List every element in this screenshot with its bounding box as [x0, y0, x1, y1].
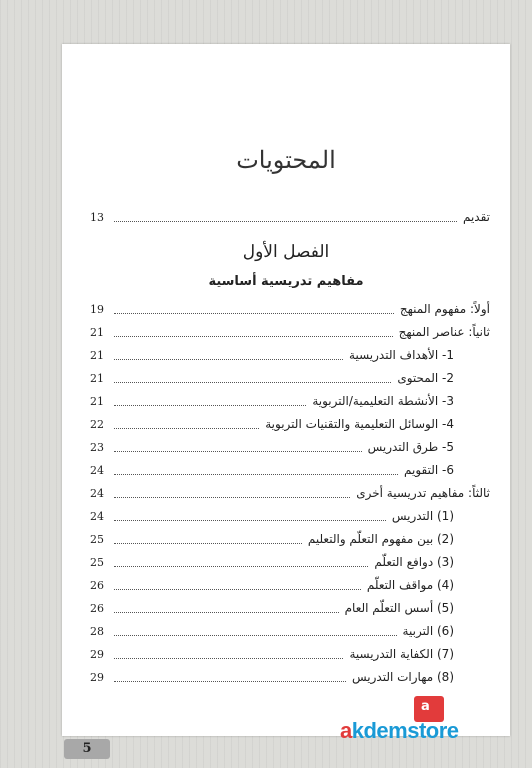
brand-logo	[340, 696, 516, 746]
toc-entry-page: 26	[90, 601, 104, 615]
toc-entry-label: تقديم	[462, 210, 490, 224]
toc-entry[interactable]	[90, 530, 454, 548]
toc-entry[interactable]	[90, 323, 490, 341]
dot-leader	[114, 657, 343, 659]
dot-leader	[114, 473, 398, 475]
toc-entry[interactable]	[90, 599, 454, 617]
dot-leader	[114, 634, 397, 636]
brand-name	[340, 718, 459, 744]
toc-entry-label: أولاً: مفهوم المنهج	[399, 302, 490, 316]
toc-entry-label: (7) الكفاية التدريسية	[349, 647, 454, 661]
dot-leader	[114, 450, 362, 452]
book-page	[62, 44, 510, 736]
toc-entry[interactable]	[90, 392, 454, 410]
toc-entry-label: 2- المحتوى	[397, 371, 454, 385]
toc-entry-label: ثانياً: عناصر المنهج	[398, 325, 490, 339]
toc-entry-page: 24	[90, 463, 104, 477]
toc-entry[interactable]	[90, 415, 454, 433]
toc-entry[interactable]	[90, 553, 454, 571]
toc-entry-label: 1- الأهداف التدريسية	[349, 348, 454, 362]
toc-entry-label: 5- طرق التدريس	[367, 440, 454, 454]
toc-entry-page: 21	[90, 325, 104, 339]
toc-entry-page: 29	[90, 647, 104, 661]
dot-leader	[114, 220, 457, 222]
dot-leader	[114, 335, 393, 337]
logo-box-letter: a	[421, 699, 430, 714]
toc-entry-page: 21	[90, 371, 104, 385]
toc-entry-label: (3) دوافع التعلّم	[374, 555, 454, 569]
dot-leader	[114, 381, 391, 383]
toc-entry-label: (5) أسس التعلّم العام	[344, 601, 454, 615]
page-number: 5	[64, 739, 110, 759]
toc-entry-page: 21	[90, 348, 104, 362]
toc-entry[interactable]	[90, 484, 490, 502]
dot-leader	[114, 358, 343, 360]
toc-entry-label: 3- الأنشطة التعليمية/التربوية	[312, 394, 454, 408]
brand-accent-letter: a	[340, 718, 352, 743]
toc-entry-label: (1) التدريس	[391, 509, 454, 523]
dot-leader	[114, 542, 302, 544]
toc-entry[interactable]	[90, 622, 454, 640]
toc-entry-page: 23	[90, 440, 104, 454]
toc-entry[interactable]	[90, 369, 454, 387]
toc-entry[interactable]	[90, 645, 454, 663]
toc-entry-label: 6- التقويم	[404, 463, 454, 477]
dot-leader	[114, 496, 350, 498]
dot-leader	[114, 680, 346, 682]
dot-leader	[114, 611, 339, 613]
toc-entry[interactable]	[90, 300, 490, 318]
toc-entry[interactable]	[90, 668, 454, 686]
dot-leader	[114, 404, 306, 406]
dot-leader	[114, 312, 394, 314]
toc-entry[interactable]	[90, 576, 454, 594]
chapter-heading: الفصل الأول	[242, 242, 330, 262]
toc-entry-page: 24	[90, 486, 104, 500]
toc-entry[interactable]	[90, 346, 454, 364]
toc-entry-intro[interactable]	[90, 208, 490, 226]
toc-entry-page: 19	[90, 302, 104, 316]
toc-entry-page: 21	[90, 394, 104, 408]
toc-entry-page: 26	[90, 578, 104, 592]
toc-entry-page: 22	[90, 417, 104, 431]
toc-entry-label: (8) مهارات التدريس	[351, 670, 454, 684]
toc-entry-label: (2) بين مفهوم التعلّم والتعليم	[307, 532, 454, 546]
toc-entry[interactable]	[90, 507, 454, 525]
page-title: المحتويات	[236, 146, 336, 174]
dot-leader	[114, 565, 368, 567]
toc-entry-page: 25	[90, 555, 104, 569]
toc-entry-page: 28	[90, 624, 104, 638]
toc-entry-label: ثالثاً: مفاهيم تدريسية أخرى	[356, 486, 490, 500]
toc-entry-page: 13	[90, 210, 104, 224]
dot-leader	[114, 519, 386, 521]
toc-entry-page: 29	[90, 670, 104, 684]
chapter-subtitle: مفاهيم تدريسية أساسية	[208, 274, 364, 289]
toc-entry-label: 4- الوسائل التعليمية والتقنيات التربوية	[265, 417, 454, 431]
toc-entry[interactable]	[90, 438, 454, 456]
toc-entry-page: 25	[90, 532, 104, 546]
toc-entry-label: (6) التربية	[402, 624, 454, 638]
toc-entry-page: 24	[90, 509, 104, 523]
toc-entry[interactable]	[90, 461, 454, 479]
dot-leader	[114, 427, 259, 429]
toc-entry-label: (4) مواقف التعلّم	[366, 578, 454, 592]
brand-text: kdemstore	[351, 718, 459, 743]
dot-leader	[114, 588, 361, 590]
